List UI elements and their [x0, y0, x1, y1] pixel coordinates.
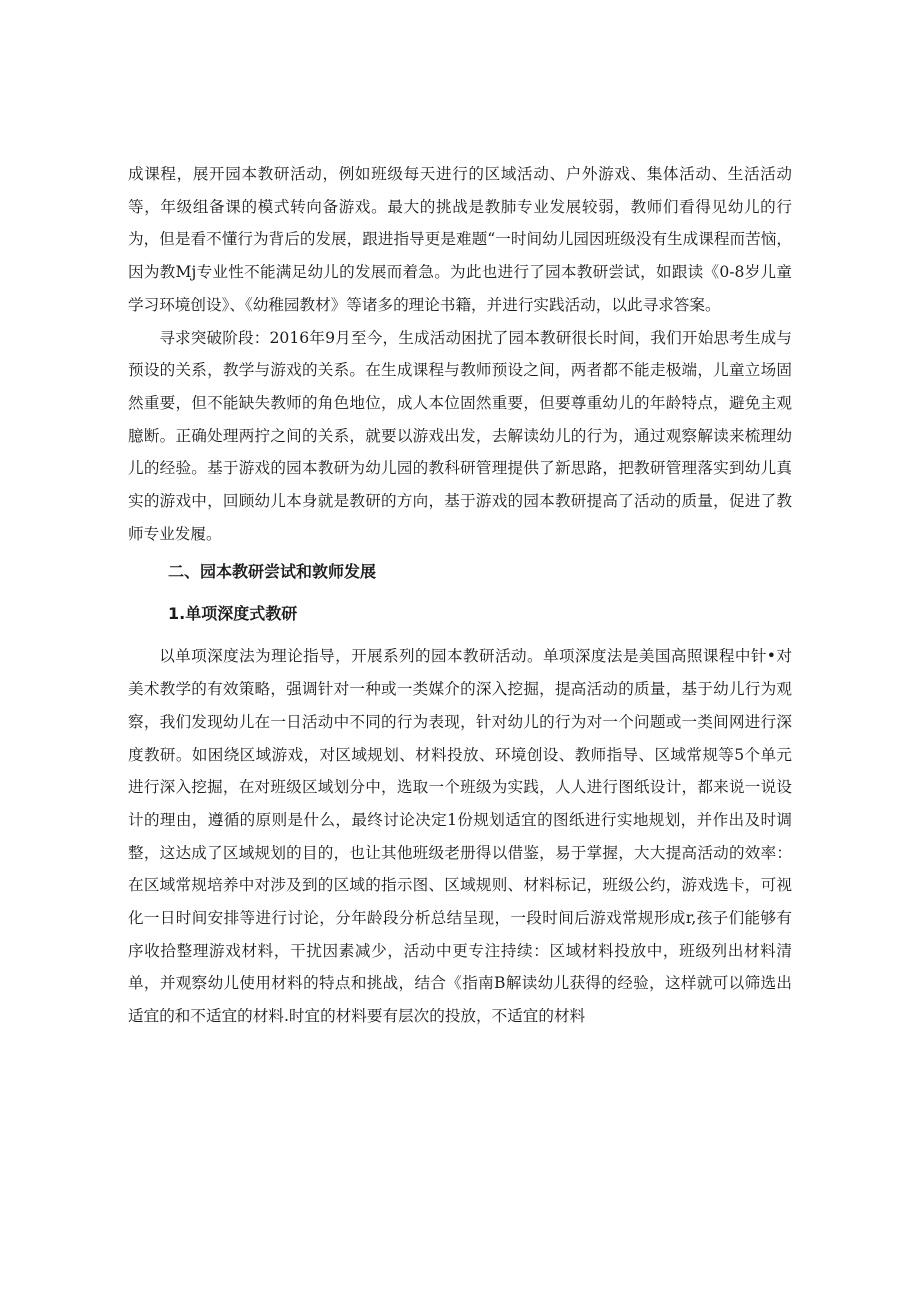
document-body — [128, 158, 792, 1033]
paragraph-curriculum-challenge: 成课程，展开园本教研活动，例如班级每天进行的区域活动、户外游戏、集体活动、生活活动等，年级组备课的模式转向备游戏。最大的挑战是教肺专业发展较弱，教师们看得见幼儿的行为，但是看不懂行为背后的发展，跟进指导更是难题“一时间幼儿园因班级没有生成课程而苦恼，因为教Mj专业性不能满足幼儿的发展而着急。为此也进行了园本教研尝试，如跟读《0-8岁儿童学习环境创设》、《幼稚园教材》等诸多的理论书籍，并进行实践活动，以此寻求答案。 — [128, 165, 792, 314]
section-heading: 二、园本教研尝试和敦师发展 — [168, 562, 377, 582]
paragraph-single-depth-research: 以单项深度法为理论指导，开展系列的园本教研活动。单项深度法是美国高照课程中针•对美术教学的有效策略，强调针对一种或一类媒介的深入挖掘，提高活动的质量，基于幼儿行为观察，我们发现幼儿在一日活动中不同的行为表现，针对幼儿的行为对一个问题或一类间网进行深度教研。如困绕区域游戏，对区域规划、材料投放、环境创设、教师指导、区域常规等5个单元进行深入挖掘，在对班级区域划分中，选取一个班级为实践，人人进行图纸设计，都来说一说设计的理由，遵循的原则是什么，最终讨论决定1份规划适宜的图纸进行实地规划，并作出及时调整，这达成了区域规划的目的，也让其他班级老册得以借鉴，易于掌握，大大提高活动的效率：在区域常规培养中对涉及到的区域的指示图、区域规则、材料标记，班级公约，游戏选卡，可视化一日时间安排等进行讨论，分年龄段分析总结呈现，一段时间后游戏常规形成r,孩子们能够有序收拾整理游戏材料，干扰因素减少，活动中更专注持续：区域材料投放中，班级列出材料清单，并观察幼儿使用材料的特点和挑战，结合《指南B解读幼儿获得的经验，这样就可以筛选出适宜的和不适宜的材料.时宜的材料要有层次的投放，不适宜的材料 — [128, 647, 792, 1026]
paragraph-breakthrough-stage: 寻求突破阶段：2016年9月至今，生成活动困扰了园本教研很长时间，我们开始思考生成与预设的关系，教学与游戏的关系。在生成课程与教师预设之间，两者都不能走极端，儿童立场固然重要，但不能缺失教师的角色地位，成人本位固然重要，但要尊重幼儿的年龄特点，避免主观臆断。正确处理两拧之间的关系，就要以游戏出发，去解读幼儿的行为，通过观察解读来梳理幼儿的经验。基于游戏的园本教研为幼儿园的教科研管理提供了新思路，把教研管理落实到幼儿真实的游戏中，回顾幼儿本身就是教研的方向，基于游戏的园本教研提高了活动的质量，促进了教师专业发履。 — [128, 328, 792, 543]
subsection-heading: 1.单项深度式教研 — [168, 604, 298, 624]
